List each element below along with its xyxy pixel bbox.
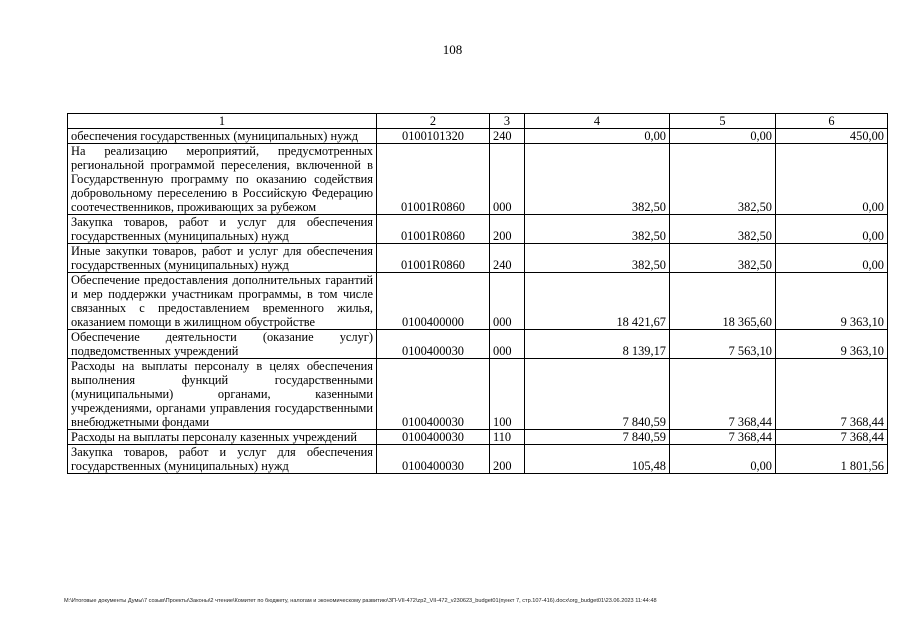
row-code: 01001R0860 bbox=[377, 244, 490, 273]
table-row bbox=[68, 330, 888, 359]
row-value-col5: 382,50 bbox=[670, 215, 776, 244]
row-value-col4: 7 840,59 bbox=[525, 359, 670, 430]
row-value-col4: 18 421,67 bbox=[525, 273, 670, 330]
row-expense-type: 240 bbox=[490, 244, 525, 273]
row-value-col6: 1 801,56 bbox=[776, 445, 888, 474]
row-value-col4: 382,50 bbox=[525, 144, 670, 215]
table-row bbox=[68, 215, 888, 244]
row-value-col6: 7 368,44 bbox=[776, 359, 888, 430]
row-description: Иные закупки товаров, работ и услуг для обеспечения государственных (муниципальных) нужд bbox=[68, 244, 377, 273]
row-value-col4: 105,48 bbox=[525, 445, 670, 474]
row-value-col6: 0,00 bbox=[776, 215, 888, 244]
row-value-col4: 382,50 bbox=[525, 244, 670, 273]
row-value-col5: 7 563,10 bbox=[670, 330, 776, 359]
table-row bbox=[68, 359, 888, 430]
row-value-col5: 18 365,60 bbox=[670, 273, 776, 330]
row-description: обеспечения государственных (муниципальных) нужд bbox=[68, 129, 377, 144]
row-code: 0100101320 bbox=[377, 129, 490, 144]
row-expense-type: 200 bbox=[490, 445, 525, 474]
row-value-col4: 0,00 bbox=[525, 129, 670, 144]
document-file-path: M:\Итоговые документы Думы\7 созыв\Проекты\Законы\2 чтение\Комитет по бюджету, налогам и экономическому развитию\ЗП-VII-472\zp2_VII-472_v230623_budget01(пункт 7, стр.107-416).docx\org_budget01\23.06.2023 11:44:48 bbox=[64, 598, 657, 604]
table-row bbox=[68, 445, 888, 474]
page-number: 108 bbox=[442, 42, 463, 57]
row-expense-type: 000 bbox=[490, 144, 525, 215]
row-value-col5: 382,50 bbox=[670, 144, 776, 215]
table-row bbox=[68, 244, 888, 273]
row-value-col6: 9 363,10 bbox=[776, 330, 888, 359]
row-description: Обеспечение деятельности (оказание услуг) подведомственных учреждений bbox=[68, 330, 377, 359]
table-row bbox=[68, 129, 888, 144]
row-code: 0100400030 bbox=[377, 445, 490, 474]
column-header: 4 bbox=[525, 114, 670, 129]
row-code: 0100400030 bbox=[377, 430, 490, 445]
row-value-col5: 382,50 bbox=[670, 244, 776, 273]
column-header: 3 bbox=[490, 114, 525, 129]
row-expense-type: 100 bbox=[490, 359, 525, 430]
row-value-col6: 9 363,10 bbox=[776, 273, 888, 330]
row-value-col6: 0,00 bbox=[776, 144, 888, 215]
row-code: 01001R0860 bbox=[377, 144, 490, 215]
table-header-row bbox=[68, 114, 888, 129]
row-description: На реализацию мероприятий, предусмотренных региональной программой переселения, включенной в Государственную программу по оказанию содействия добровольному переселению в Российскую Федерацию соотечественников, проживающих за рубежом bbox=[68, 144, 377, 215]
row-code: 0100400000 bbox=[377, 273, 490, 330]
row-value-col6: 7 368,44 bbox=[776, 430, 888, 445]
row-value-col5: 7 368,44 bbox=[670, 359, 776, 430]
row-description: Обеспечение предоставления дополнительных гарантий и мер поддержки участникам программы, в том числе связанных с предоставлением временного жилья, оказанием помощи в жилищном обустройстве bbox=[68, 273, 377, 330]
table-row bbox=[68, 144, 888, 215]
budget-table bbox=[67, 113, 888, 474]
row-code: 01001R0860 bbox=[377, 215, 490, 244]
row-code: 0100400030 bbox=[377, 330, 490, 359]
row-description: Закупка товаров, работ и услуг для обеспечения государственных (муниципальных) нужд bbox=[68, 215, 377, 244]
row-value-col5: 0,00 bbox=[670, 129, 776, 144]
table-row bbox=[68, 273, 888, 330]
row-value-col4: 8 139,17 bbox=[525, 330, 670, 359]
column-header: 5 bbox=[670, 114, 776, 129]
row-description: Расходы на выплаты персоналу казенных учреждений bbox=[68, 430, 377, 445]
row-expense-type: 110 bbox=[490, 430, 525, 445]
column-header: 2 bbox=[377, 114, 490, 129]
row-value-col5: 0,00 bbox=[670, 445, 776, 474]
row-value-col5: 7 368,44 bbox=[670, 430, 776, 445]
column-header: 6 bbox=[776, 114, 888, 129]
row-description: Закупка товаров, работ и услуг для обеспечения государственных (муниципальных) нужд bbox=[68, 445, 377, 474]
row-code: 0100400030 bbox=[377, 359, 490, 430]
row-expense-type: 000 bbox=[490, 273, 525, 330]
row-value-col6: 450,00 bbox=[776, 129, 888, 144]
table-row bbox=[68, 430, 888, 445]
row-expense-type: 240 bbox=[490, 129, 525, 144]
row-expense-type: 200 bbox=[490, 215, 525, 244]
row-value-col4: 7 840,59 bbox=[525, 430, 670, 445]
row-value-col6: 0,00 bbox=[776, 244, 888, 273]
row-expense-type: 000 bbox=[490, 330, 525, 359]
row-description: Расходы на выплаты персоналу в целях обеспечения выполнения функций государственными (муниципальными) органами, казенными учреждениями, органами управления государственными внебюджетными фондами bbox=[68, 359, 377, 430]
row-value-col4: 382,50 bbox=[525, 215, 670, 244]
column-header: 1 bbox=[68, 114, 377, 129]
